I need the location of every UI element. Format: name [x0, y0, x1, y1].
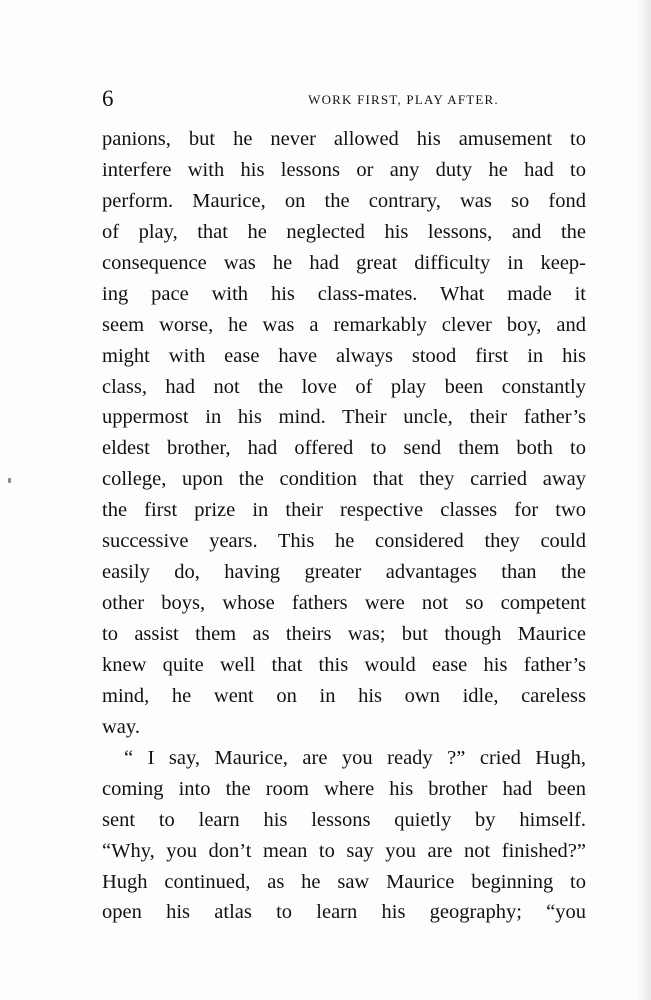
text-line: “Why, you don’t mean to say you are not finished?”: [102, 839, 586, 862]
text-line: mind, he went on in his own idle, careless: [102, 684, 586, 707]
text-line: perform. Maurice, on the contrary, was so fond: [102, 189, 586, 212]
text-line: open his atlas to learn his geography; “you: [102, 901, 586, 924]
paragraph-end-line: way.: [102, 715, 140, 738]
text-line: college, upon the condition that they carried away: [102, 468, 586, 491]
text-line: easily do, having greater advantages than the: [102, 561, 586, 584]
text-line: eldest brother, had offered to send them both to: [102, 437, 586, 460]
text-line: ing pace with his class-mates. What made it: [102, 282, 586, 305]
text-line: to assist them as theirs was; but though Maurice: [102, 623, 586, 645]
text-line: coming into the room where his brother had been: [102, 777, 586, 800]
text-line: interfere with his lessons or any duty he had to: [102, 158, 586, 181]
running-title: WORK FIRST, PLAY AFTER.: [308, 92, 499, 107]
scan-speck: [8, 478, 11, 483]
text-line: knew quite well that this would ease his father’s: [102, 653, 586, 676]
text-line: the first prize in their respective classes for two: [102, 499, 586, 522]
body-text: [102, 124, 586, 928]
text-line: seem worse, he was a remarkably clever boy, and: [102, 313, 586, 336]
page-number: 6: [102, 86, 114, 111]
text-line: uppermost in his mind. Their uncle, their father’s: [102, 406, 586, 429]
text-line: might with ease have always stood first in his: [102, 344, 586, 367]
text-line: other boys, whose fathers were not so competent: [102, 592, 586, 615]
text-line: class, had not the love of play been constantly: [102, 375, 586, 398]
text-line: successive years. This he considered they could: [102, 530, 586, 553]
page-header: [102, 84, 587, 114]
text-line: sent to learn his lessons quietly by himself.: [102, 808, 586, 831]
page-edge-shadow: [637, 0, 651, 1000]
text-line: consequence was he had great difficulty in keep-: [102, 251, 586, 274]
text-line: of play, that he neglected his lessons, and the: [102, 220, 586, 243]
text-line: Hugh continued, as he saw Maurice beginning to: [102, 870, 586, 893]
text-line: panions, but he never allowed his amusement to: [102, 128, 586, 150]
paragraph-start-line: “ I say, Maurice, are you ready ?” cried Hugh,: [124, 746, 586, 769]
